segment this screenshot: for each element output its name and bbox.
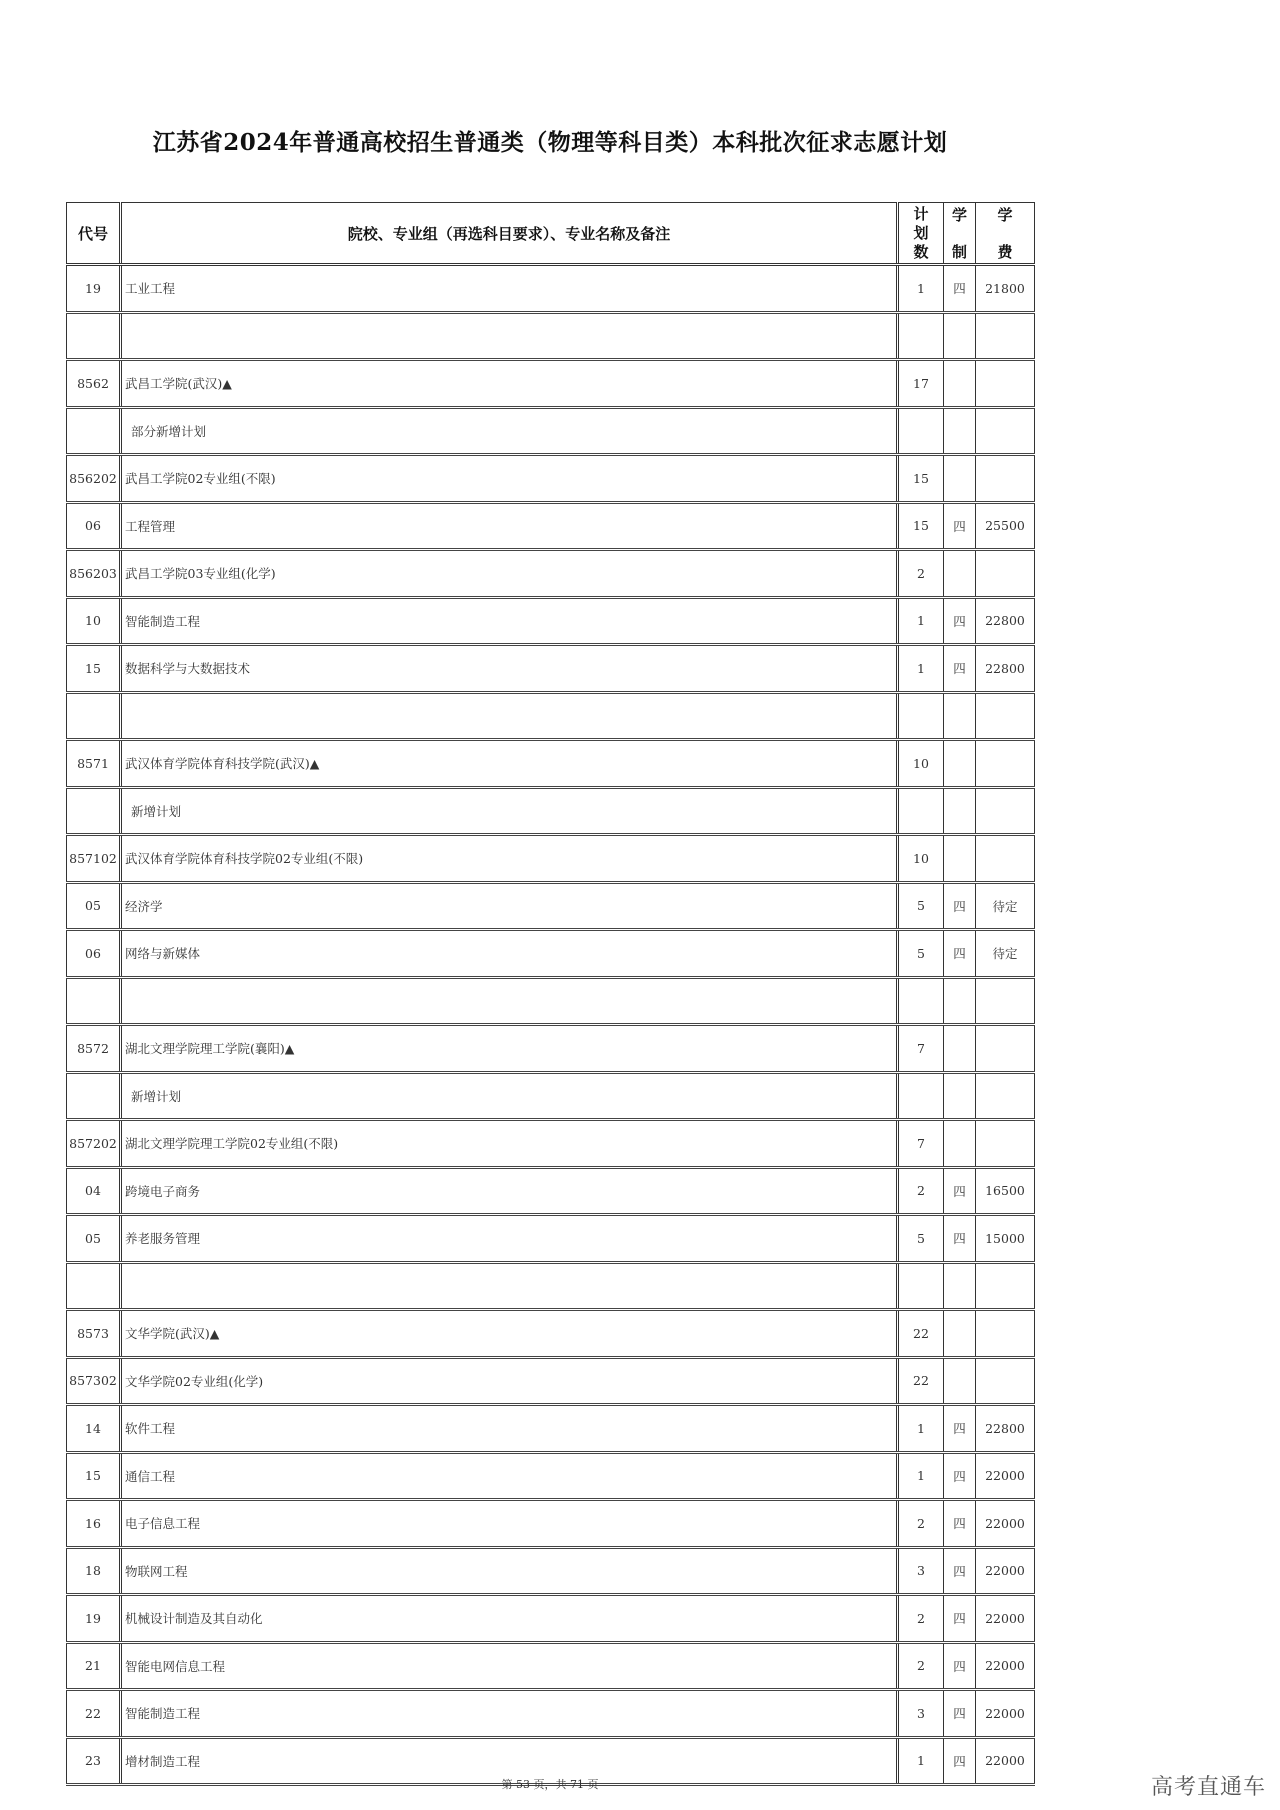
table-row [67,1310,1035,1358]
cell-plan [898,787,944,835]
cell-code: 15 [67,1452,121,1500]
cell-fee: 22800 [976,597,1035,645]
cell-name: 工业工程 [121,265,898,313]
cell-code: 15 [67,645,121,693]
cell-system: 四 [944,1452,976,1500]
cell-fee: 21800 [976,265,1035,313]
cell-fee [976,977,1035,1025]
cell-plan: 1 [898,265,944,313]
cell-fee: 22000 [976,1452,1035,1500]
cell-name: 武昌工学院03专业组(化学) [121,550,898,598]
cell-code: 857302 [67,1357,121,1405]
cell-code: 05 [67,882,121,930]
cell-code [67,692,121,740]
cell-code: 857102 [67,835,121,883]
cell-name [121,977,898,1025]
cell-system [944,1310,976,1358]
cell-code: 856202 [67,455,121,503]
cell-fee [976,740,1035,788]
cell-fee: 25500 [976,502,1035,550]
cell-name: 物联网工程 [121,1547,898,1595]
table-row [67,312,1035,360]
cell-code: 857202 [67,1120,121,1168]
cell-code: 18 [67,1547,121,1595]
header-code: 代号 [67,203,121,265]
cell-system [944,835,976,883]
cell-system [944,977,976,1025]
cell-plan: 22 [898,1357,944,1405]
cell-system: 四 [944,645,976,693]
table-row [67,550,1035,598]
cell-fee [976,835,1035,883]
cell-code: 8571 [67,740,121,788]
cell-fee [976,1120,1035,1168]
cell-code [67,1262,121,1310]
cell-fee [976,455,1035,503]
table-row [67,645,1035,693]
header-plan-1: 计 [913,204,929,223]
table-row [67,455,1035,503]
table-row [67,360,1035,408]
cell-code [67,407,121,455]
table-row [67,1120,1035,1168]
header-system-2: 制 [951,243,967,261]
cell-system: 四 [944,930,976,978]
cell-system: 四 [944,882,976,930]
cell-code: 8573 [67,1310,121,1358]
page-title: 江苏省2024年普通高校招生普通类（物理等科目类）本科批次征求志愿计划 [152,129,948,156]
cell-name: 数据科学与大数据技术 [121,645,898,693]
table-row [67,882,1035,930]
cell-plan [898,1072,944,1120]
table-row [67,740,1035,788]
cell-name: 跨境电子商务 [121,1167,898,1215]
table-body [67,265,1035,1785]
cell-plan: 7 [898,1120,944,1168]
cell-name: 新增计划 [121,1072,898,1120]
table-row [67,787,1035,835]
cell-name [121,312,898,360]
cell-plan: 15 [898,502,944,550]
cell-plan: 1 [898,1737,944,1785]
cell-name: 武昌工学院02专业组(不限) [121,455,898,503]
cell-name: 智能电网信息工程 [121,1642,898,1690]
cell-system: 四 [944,1595,976,1643]
cell-fee [976,1025,1035,1073]
cell-code: 16 [67,1500,121,1548]
cell-fee: 15000 [976,1215,1035,1263]
header-system [944,203,976,265]
cell-plan [898,977,944,1025]
cell-fee: 22000 [976,1595,1035,1643]
cell-name: 武昌工学院(武汉)▲ [121,360,898,408]
header-name: 院校、专业组（再选科目要求）、专业名称及备注 [121,203,898,265]
cell-code: 10 [67,597,121,645]
table-row [67,1215,1035,1263]
cell-plan: 1 [898,597,944,645]
table-row [67,1500,1035,1548]
cell-plan [898,1262,944,1310]
cell-plan [898,312,944,360]
cell-plan: 1 [898,1452,944,1500]
cell-code [67,312,121,360]
table-row [67,1690,1035,1738]
cell-system [944,550,976,598]
cell-name: 文华学院02专业组(化学) [121,1357,898,1405]
cell-name [121,692,898,740]
cell-system [944,740,976,788]
cell-system: 四 [944,597,976,645]
cell-name: 武汉体育学院体育科技学院02专业组(不限) [121,835,898,883]
cell-code: 21 [67,1642,121,1690]
cell-system [944,1120,976,1168]
cell-code: 06 [67,502,121,550]
table-row [67,597,1035,645]
cell-fee: 22800 [976,645,1035,693]
cell-name: 电子信息工程 [121,1500,898,1548]
cell-fee [976,1310,1035,1358]
cell-code [67,787,121,835]
cell-system: 四 [944,1690,976,1738]
cell-system: 四 [944,1167,976,1215]
table-row [67,930,1035,978]
cell-code [67,1072,121,1120]
cell-fee: 待定 [976,930,1035,978]
cell-plan: 2 [898,550,944,598]
cell-fee: 22000 [976,1500,1035,1548]
table-row [67,1262,1035,1310]
cell-fee [976,1357,1035,1405]
cell-fee [976,550,1035,598]
cell-plan: 15 [898,455,944,503]
cell-name: 湖北文理学院理工学院02专业组(不限) [121,1120,898,1168]
cell-system [944,1025,976,1073]
cell-system [944,1072,976,1120]
cell-fee [976,1072,1035,1120]
header-fee-2: 费 [997,243,1013,261]
cell-code: 05 [67,1215,121,1263]
header-plan [898,203,944,265]
cell-plan: 7 [898,1025,944,1073]
cell-plan: 5 [898,1215,944,1263]
header-plan-2: 划 [913,223,929,242]
cell-name: 网络与新媒体 [121,930,898,978]
cell-fee [976,692,1035,740]
cell-code: 8572 [67,1025,121,1073]
cell-code: 22 [67,1690,121,1738]
cell-plan: 2 [898,1500,944,1548]
cell-fee: 16500 [976,1167,1035,1215]
cell-plan [898,692,944,740]
cell-plan: 2 [898,1642,944,1690]
table-row [67,1405,1035,1453]
table-row [67,1357,1035,1405]
cell-fee: 22000 [976,1547,1035,1595]
cell-fee [976,312,1035,360]
table-row [67,407,1035,455]
cell-fee [976,360,1035,408]
cell-plan: 10 [898,740,944,788]
cell-code: 19 [67,265,121,313]
page-footer: 第 53 页，共 71 页 [501,1778,599,1791]
header-fee-1: 学 [997,206,1013,224]
cell-name: 工程管理 [121,502,898,550]
cell-system [944,360,976,408]
cell-system: 四 [944,265,976,313]
cell-code: 04 [67,1167,121,1215]
cell-name: 智能制造工程 [121,597,898,645]
cell-plan: 2 [898,1167,944,1215]
cell-plan: 17 [898,360,944,408]
cell-system [944,692,976,740]
header-plan-3: 数 [913,242,929,261]
cell-name: 增材制造工程 [121,1737,898,1785]
cell-fee: 待定 [976,882,1035,930]
cell-name: 文华学院(武汉)▲ [121,1310,898,1358]
cell-name: 湖北文理学院理工学院(襄阳)▲ [121,1025,898,1073]
cell-code: 856203 [67,550,121,598]
cell-plan: 1 [898,1405,944,1453]
cell-name: 软件工程 [121,1405,898,1453]
table-header-row [67,203,1035,265]
cell-name: 养老服务管理 [121,1215,898,1263]
cell-name: 智能制造工程 [121,1690,898,1738]
cell-name: 新增计划 [121,787,898,835]
cell-plan: 5 [898,930,944,978]
enrollment-plan-table [66,202,1035,1786]
cell-code: 23 [67,1737,121,1785]
cell-plan: 1 [898,645,944,693]
table-row [67,1547,1035,1595]
header-system-1: 学 [951,206,967,224]
cell-code [67,977,121,1025]
cell-name: 部分新增计划 [121,407,898,455]
table-row [67,835,1035,883]
watermark: 高考直通车 [1150,1775,1266,1800]
header-fee [976,203,1035,265]
cell-plan: 5 [898,882,944,930]
cell-system [944,407,976,455]
cell-fee [976,407,1035,455]
cell-name: 武汉体育学院体育科技学院(武汉)▲ [121,740,898,788]
cell-system [944,455,976,503]
cell-fee: 22000 [976,1690,1035,1738]
cell-system: 四 [944,1500,976,1548]
cell-code: 06 [67,930,121,978]
cell-system: 四 [944,1547,976,1595]
table-row [67,1595,1035,1643]
cell-plan: 3 [898,1547,944,1595]
cell-system: 四 [944,1737,976,1785]
cell-system [944,1262,976,1310]
cell-system: 四 [944,1642,976,1690]
table-row [67,1072,1035,1120]
cell-name: 机械设计制造及其自动化 [121,1595,898,1643]
cell-name: 经济学 [121,882,898,930]
cell-plan: 2 [898,1595,944,1643]
table-row [67,977,1035,1025]
cell-fee: 22000 [976,1642,1035,1690]
cell-fee: 22800 [976,1405,1035,1453]
cell-system [944,1357,976,1405]
cell-plan: 10 [898,835,944,883]
cell-code: 14 [67,1405,121,1453]
cell-code: 8562 [67,360,121,408]
cell-system: 四 [944,1215,976,1263]
cell-code: 19 [67,1595,121,1643]
table-row [67,692,1035,740]
cell-system [944,312,976,360]
cell-system [944,787,976,835]
cell-system: 四 [944,502,976,550]
cell-fee: 22000 [976,1737,1035,1785]
table-row [67,502,1035,550]
table-row [67,265,1035,313]
table-row [67,1025,1035,1073]
table-row [67,1642,1035,1690]
cell-fee [976,787,1035,835]
table-row [67,1167,1035,1215]
table-row [67,1452,1035,1500]
cell-plan: 3 [898,1690,944,1738]
cell-name: 通信工程 [121,1452,898,1500]
cell-plan: 22 [898,1310,944,1358]
cell-system: 四 [944,1405,976,1453]
cell-name [121,1262,898,1310]
cell-fee [976,1262,1035,1310]
cell-plan [898,407,944,455]
